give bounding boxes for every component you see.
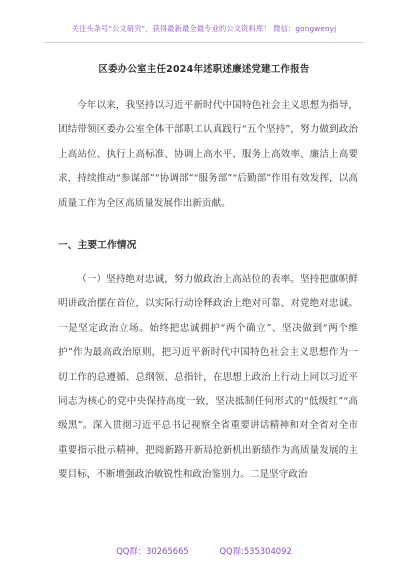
header-divider — [44, 42, 364, 43]
intro-paragraph-text: 今年以来，我坚持以习近平新时代中国特色社会主义思想为指导，团结带领区委办公室全体干部职工认真践行“五个坚持”，努力做到政治上高站位、执行上高标准、协调上高水平、服务上高效率、廉洁上高要求，持续推动“参谋部”“协调部”“服务部”“后勤部”作用有效发挥，以高质量工作为全区高质量发展作出新贡献。 — [58, 100, 358, 209]
footer-qq-group-2: QQ群:535304092 — [219, 546, 292, 556]
footer-qq-group-1: QQ群：30265665 — [116, 546, 189, 556]
footer — [0, 545, 408, 557]
section-paragraph — [58, 268, 358, 488]
section-paragraph-text: （一）坚持绝对忠诚，努力做政治上高站位的表率。坚持把旗帜鲜明讲政治摆在首位，以实际行动诠释政治上绝对可靠、对党绝对忠诚。一是坚定政治立场。始终把忠诚拥护“两个确立”、坚决做到“两个维护”作为最高政治原则，把习近平新时代中国特色社会主义思想作为一切工作的总遵循、总纲领、总指针，在思想上政治上行动上同以习近平同志为核心的党中央保持高度一致，坚决抵制任何形式的“低级红”“高级黑”。深入贯彻习近平总书记视察全省重要讲话精神和对全省对全市重要指示批示精神，把阅新路开新局抢新机出新绩作为高质量发展的主要目标，不断增强政治敏锐性和政治鉴别力。二是坚守政治 — [58, 274, 358, 481]
section-heading: 一、主要工作情况 — [58, 240, 137, 251]
intro-paragraph — [58, 94, 358, 216]
header-note: 关注头条号"公文研究"，获得最新最全最专业的公文资料库！ 微信：gongwenyj — [71, 24, 337, 33]
document-title: 区委办公室主任2024年述职述廉述党建工作报告 — [98, 64, 310, 75]
